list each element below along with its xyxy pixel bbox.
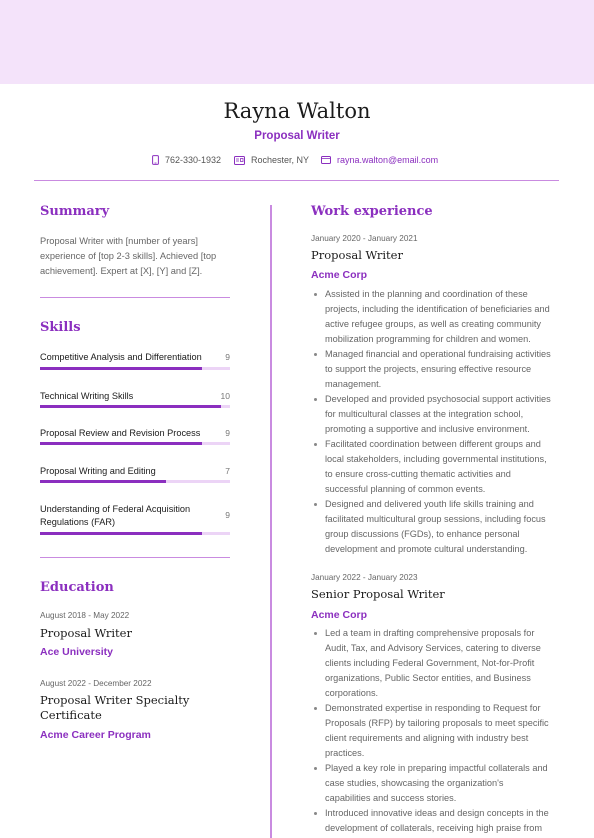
list-item: Assisted in the planning and coordination of these projects, including the identification of beneficiaries and active refugee groups, as well as creating community mobilization programming for children and women.: [311, 287, 551, 347]
email-link[interactable]: rayna.walton@email.com: [337, 155, 439, 165]
list-item: Led a team in drafting comprehensive proposals for Audit, Tax, and Advisory Services, catering to diverse clients including Federal Government, Not-for-Profit organizations, Public Sector entities, and Business corporations.: [311, 626, 551, 701]
skills-heading: Skills: [40, 320, 81, 335]
contact-phone: [152, 155, 221, 165]
skill-item: [40, 465, 230, 478]
skill-level: 10: [220, 391, 230, 401]
skill-name: Proposal Review and Revision Process: [40, 428, 201, 438]
skill-name: Proposal Writing and Editing: [40, 466, 156, 476]
skill-bar: [40, 405, 230, 408]
education-school: Ace University: [40, 646, 113, 658]
education-degree: Proposal Writer Specialty Certificate: [40, 693, 190, 722]
list-item: Managed financial and operational fundraising activities to support the projects, ensuring effective resource management.: [311, 347, 551, 392]
skill-item: [40, 390, 230, 403]
candidate-name: Rayna Walton: [223, 99, 371, 123]
list-item: Played a key role in preparing impactful collaterals and case studies, showcasing the organization's capabilities and success stories.: [311, 761, 551, 806]
job-bullets: [311, 626, 551, 836]
skill-item: [40, 503, 230, 528]
job-bullets: [311, 287, 551, 557]
skill-bar-fill: [40, 442, 202, 445]
education-school: Acme Career Program: [40, 729, 151, 741]
header-band: [0, 0, 594, 84]
job-dates: January 2022 - January 2023: [311, 573, 418, 582]
job-dates: January 2020 - January 2021: [311, 234, 418, 243]
job-company: Acme Corp: [311, 269, 368, 281]
job-title: Senior Proposal Writer: [311, 587, 445, 601]
list-item: Demonstrated expertise in responding to Request for Proposals (RFP) by tailoring proposals to meet specific client requirements and aligning with industry best practices.: [311, 701, 551, 761]
column-divider: [270, 205, 272, 838]
skill-bar: [40, 442, 230, 445]
job-title: Proposal Writer: [311, 248, 403, 262]
skill-bar-fill: [40, 405, 221, 408]
resume-page: [0, 84, 594, 838]
list-item: Introduced innovative ideas and design concepts in the development of collaterals, receiving high praise from: [311, 806, 551, 836]
list-item: Designed and delivered youth life skills training and facilitated multicultural group sessions, including focus group discussions (FGDs), to enhance personal development and promote cultural understanding.: [311, 497, 551, 557]
list-item: Developed and provided psychosocial support activities for multicultural classes at the integration school, promoting a supportive and inclusive environment.: [311, 392, 551, 437]
phone-text: 762-330-1932: [165, 155, 222, 165]
education-dates: August 2018 - May 2022: [40, 611, 130, 620]
skill-level: 9: [225, 428, 230, 438]
education-dates: August 2022 - December 2022: [40, 679, 152, 688]
skill-bar: [40, 532, 230, 535]
work-heading: Work experience: [311, 204, 433, 219]
skill-bar-fill: [40, 367, 202, 370]
contact-email[interactable]: [321, 155, 438, 165]
skill-bar-fill: [40, 532, 202, 535]
skill-bar-fill: [40, 480, 166, 483]
skill-level: 9: [225, 510, 230, 520]
skill-name: Understanding of Federal Acquisition Regulations (FAR): [40, 504, 191, 527]
skill-level: 7: [225, 466, 230, 476]
education-heading: Education: [40, 580, 114, 595]
skill-bar: [40, 480, 230, 483]
mail-icon: [321, 156, 331, 164]
skills-separator: [40, 557, 230, 558]
skill-item: [40, 351, 230, 364]
skill-level: 9: [225, 352, 230, 362]
header-divider: [34, 180, 559, 181]
skill-name: Technical Writing Skills: [40, 391, 134, 401]
map-card-icon: [234, 156, 245, 165]
skill-item: [40, 427, 230, 440]
summary-heading: Summary: [40, 204, 110, 219]
list-item: Facilitated coordination between different groups and local stakeholders, including governmental institutions, to ensure cross-cutting thematic activities and successful planning of common events.: [311, 437, 551, 497]
job-company: Acme Corp: [311, 609, 368, 621]
summary-separator: [40, 297, 230, 298]
candidate-role: Proposal Writer: [254, 130, 340, 142]
location-text: Rochester, NY: [251, 155, 310, 165]
contact-location: [234, 155, 309, 165]
phone-icon: [152, 155, 159, 165]
skill-bar: [40, 367, 230, 370]
summary-text: Proposal Writer with [number of years] experience of [top 2-3 skills]. Achieved [top achievement]. Expert at [X], [Y] and [Z].: [40, 236, 217, 276]
skill-name: Competitive Analysis and Differentiation: [40, 352, 202, 362]
education-degree: Proposal Writer: [40, 626, 132, 640]
